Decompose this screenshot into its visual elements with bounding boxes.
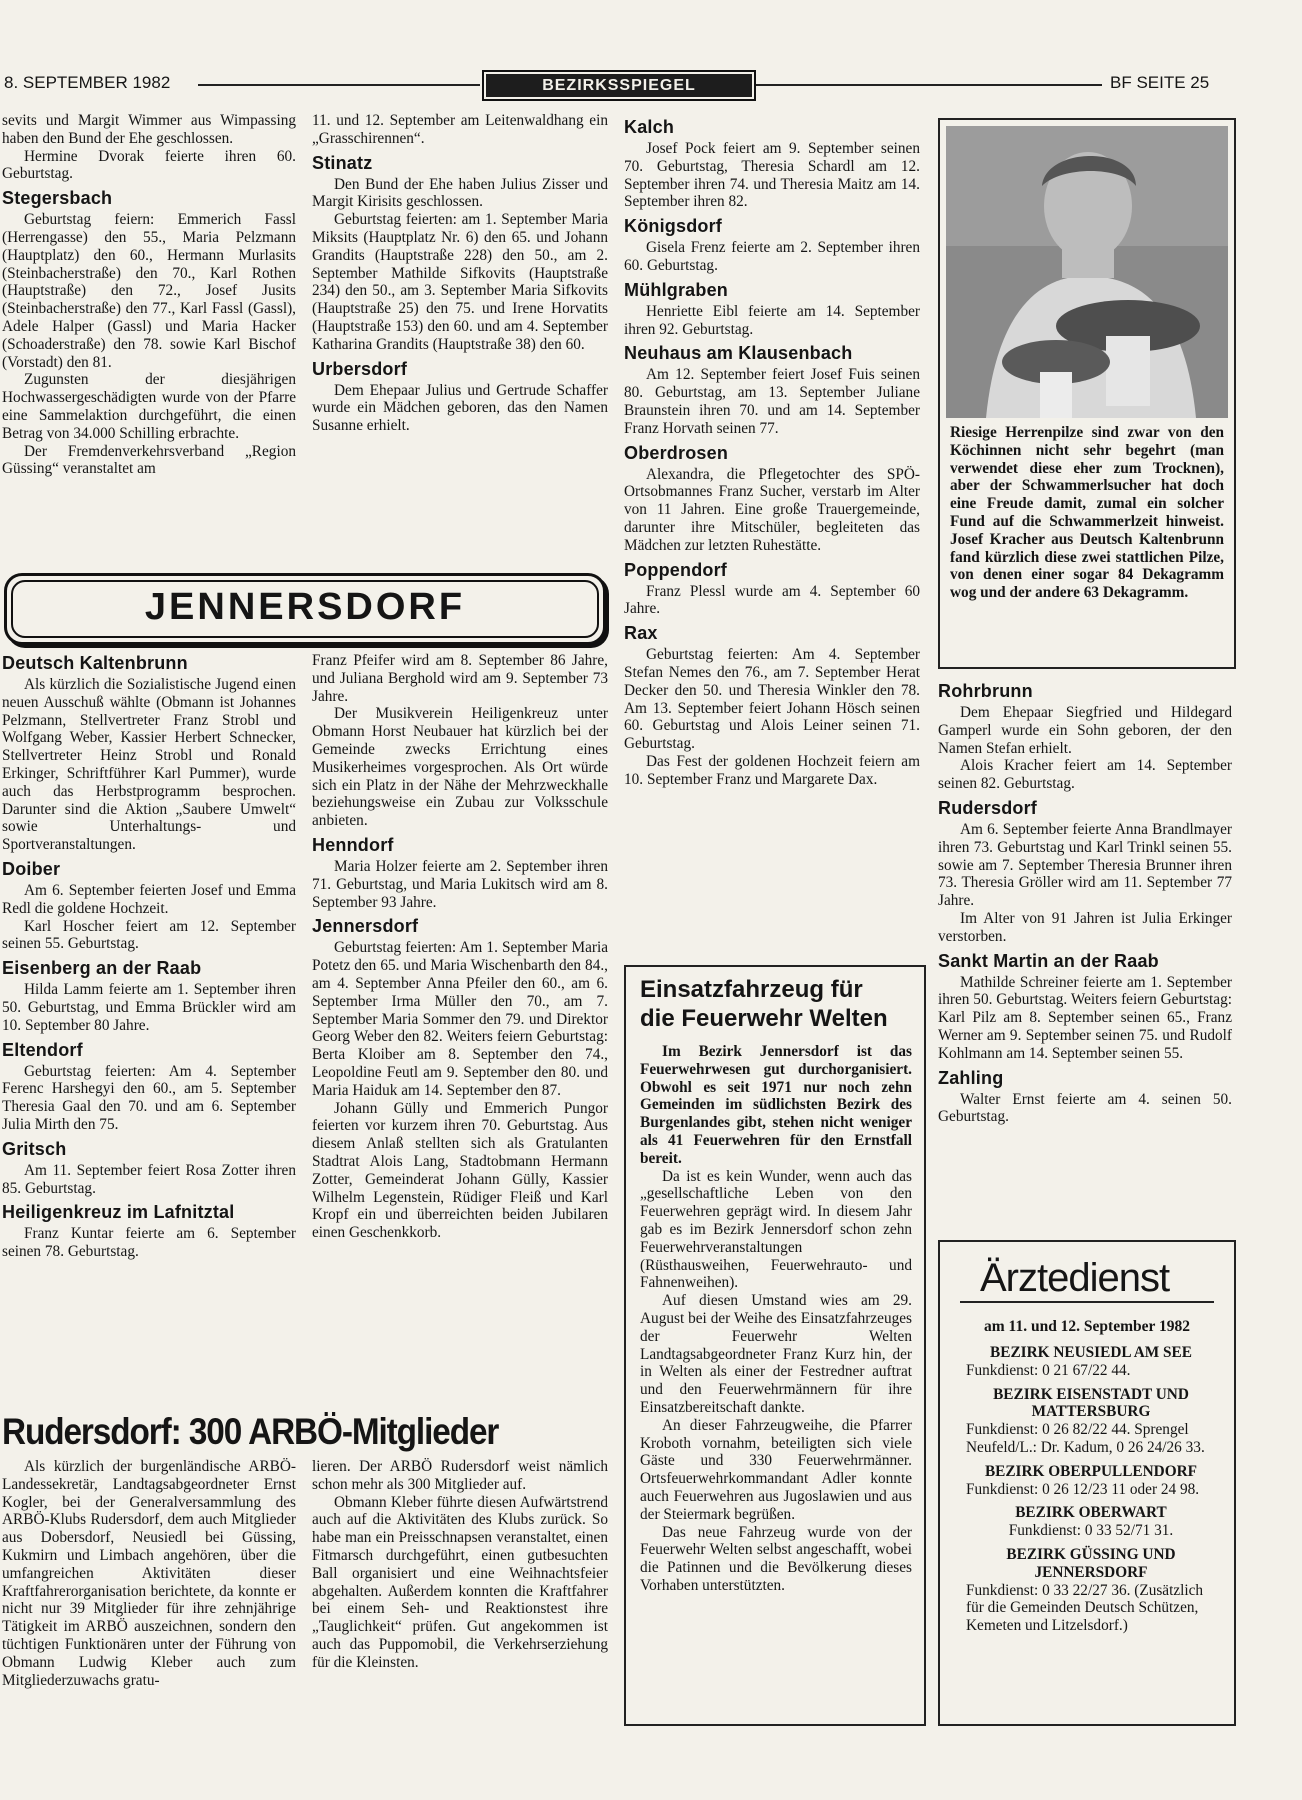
feuerwehr-headline <box>640 975 920 1033</box>
news-paragraph: Der Fremdenverkehrsverband „Region Güssing“ veranstaltet am <box>2 442 296 478</box>
locality-heading: Eisenberg an der Raab <box>2 958 202 979</box>
feuerwehr-body <box>640 1043 912 1595</box>
feuerwehr-lead: Im Bezirk Jennersdorf ist das Feuerwehrwesen gut durchorganisiert. Obwohl es seit 1971 nur noch zehn Gemeinden im südlichsten Bezirk des Burgenlandes gibt, stehen nicht weniger als 41 Feuerwehren für den Ernstfall bereit. <box>640 1043 912 1167</box>
section-title: BEZIRKSSPIEGEL <box>542 77 696 94</box>
district-entry <box>966 1504 1216 1540</box>
district-name: BEZIRK GÜSSING UND JENNERSDORF <box>1006 1545 1176 1581</box>
news-paragraph: Im Alter von 91 Jahren ist Julia Erkinger verstorben. <box>938 909 1232 945</box>
news-paragraph: Alexandra, die Pflegetochter des SPÖ-Ortsobmannes Franz Sucher, verstarb im Alter von 11 Jahren. Eine große Trauergemeinde, darunter ihre Mitschüler, begleiteten das Mädchen zur letzten Ruhestätte. <box>624 465 920 554</box>
locality-heading: Gritsch <box>2 1138 67 1159</box>
locality-heading: Stinatz <box>312 152 373 173</box>
arboe-paragraph: Als kürzlich der burgenländische ARBÖ-Landessekretär, Landtagsabgeordneter Ernst Kogler, bei der Generalversammlung des ARBÖ-Klubs Rudersdorf, dem auch Mitglieder aus Dobersdorf, Neusiedl bei Güssing, Kukmirn und Limbach angehören, über die umfangreichen Aktivitäten dieser Kraftfahrerorganisation berichtete, da konnte er nicht nur 39 Mitglieder für ihre zehnjährige Tätigkeit im ARBÖ auszeichnen, sondern den tüchtigen Funktionären unter der Führung von Obmann Ludwig Kleber auch zum Mitgliederzuwachs gratu- <box>2 1458 296 1689</box>
arboe-column-2 <box>312 1458 608 1672</box>
aerztedienst-list <box>966 1344 1216 1635</box>
district-info: Funkdienst: 0 26 12/23 11 oder 24 98. <box>966 1480 1200 1498</box>
district-entry <box>966 1463 1216 1499</box>
locality-heading: Urbersdorf <box>312 358 408 379</box>
feuerwehr-paragraph: An dieser Fahrzeugweihe, die Pfarrer Kroboth vornahm, beteiligten sich viele Gäste und 330 Feuerwehrmänner. Ortsfeuerwehrkommandant Adler konnte auch Feuerwehren aus Jugoslawien und aus der Steiermark begrüßen. <box>640 1416 912 1523</box>
header-rule-left <box>198 84 480 86</box>
news-paragraph: Geburtstag feierten: Am 1. September Maria Potetz den 65. und Maria Wischenbarth den 84., am 4. September Anna Pfeiler den 60., am 6. September Irma Müller den 70., am 7. September Maria Sommer den 79. und Direktor Georg Weber den 82. Weiters feiern Geburtstag: Berta Kloiber am 8. September den 74., Leopoldine Feutl am 9. September den 80. und Maria Haiduk am 14. September den 87. <box>312 939 608 1099</box>
news-paragraph: Franz Plessl wurde am 4. September 60 Jahre. <box>624 582 920 618</box>
feuerwehr-headline-2: die Feuerwehr Welten <box>640 1005 888 1032</box>
photo-caption: Riesige Herrenpilze sind zwar von den Köchinnen nicht sehr begehrt (man verwendet diese eher zum Trocknen), aber der Schwammerlsucher hat doch eine Freude damit, zumal ein solcher Fund auf die Schwammerlzeit hinweist. Josef Kracher aus Deutsch Kaltenbrunn fand kürzlich diese zwei stattlichen Pilze, von denen einer sogar 84 Dekagramm wog und der andere 63 Dekagramm. <box>950 424 1224 602</box>
district-name: BEZIRK OBERPULLENDORF <box>984 1462 1198 1480</box>
locality-heading: Jennersdorf <box>312 916 419 937</box>
news-paragraph: Franz Pfeifer wird am 8. September 86 Jahre, und Juliana Berghold wird am 9. September 73 Jahre. <box>312 652 608 705</box>
section-badge <box>482 70 756 101</box>
column-3-top <box>624 116 920 789</box>
photo-illustration <box>946 126 1228 418</box>
locality-heading: Mühlgraben <box>624 279 728 300</box>
district-info: Funkdienst: 0 33 22/27 36. (Zusätzlich für die Gemeinden Deutsch Schützen, Kemeten und Litzelsdorf.) <box>966 1581 1204 1635</box>
news-paragraph: Am 6. September feierte Anna Brandlmayer ihren 73. Geburtstag und Karl Trinkl seinen 55. sowie am 7. September Theresia Brunner ihren 73. Theresia Gröller wird am 11. September 77 Jahre. <box>938 820 1232 910</box>
news-paragraph: Walter Ernst feierte am 4. seinen 50. Geburtstag. <box>938 1090 1232 1126</box>
aerztedienst-title-rule <box>960 1301 1214 1303</box>
news-paragraph: Josef Pock feiert am 9. September seinen 70. Geburtstag, Theresia Schardl am 12. September ihren 74. und Theresia Maitz am 14. September ihren 82. <box>624 140 920 211</box>
district-banner <box>4 573 606 645</box>
feuerwehr-box <box>624 965 926 1726</box>
locality-heading: Eltendorf <box>2 1039 83 1060</box>
news-paragraph: Der Musikverein Heiligenkreuz unter Obmann Horst Neubauer hat kürzlich bei der Gemeinde zwecks Errichtung eines Musikerheimes vorgesprochen. Als Ort würde sich ein Platz in der Nähe der Mehrzweckhalle beziehungsweise ein Zubau zur Volksschule anbieten. <box>312 705 608 830</box>
news-paragraph: Hilda Lamm feierte am 1. September ihren 50. Geburtstag, und Emma Brückler wird am 10. September 80 Jahre. <box>2 981 296 1034</box>
column-2-top <box>312 112 608 435</box>
aerztedienst-date: am 11. und 12. September 1982 <box>984 1318 1190 1335</box>
news-paragraph: Hermine Dvorak feierte ihren 60. Geburtstag. <box>2 147 296 183</box>
news-paragraph: Das Fest der goldenen Hochzeit feiern am 10. September Franz und Margarete Dax. <box>624 752 920 788</box>
news-paragraph: Henriette Eibl feierte am 14. September ihren 92. Geburtstag. <box>624 302 920 338</box>
page-header <box>0 70 1240 100</box>
locality-heading: Zahling <box>938 1067 1004 1088</box>
aerztedienst-title: Ärztedienst <box>980 1256 1170 1300</box>
district-entry <box>966 1546 1216 1635</box>
arboe-headline: Rudersdorf: 300 ARBÖ-Mitglieder <box>2 1411 499 1452</box>
column-1-mid <box>2 652 296 1261</box>
news-paragraph: Franz Kuntar feierte am 6. September seinen 78. Geburtstag. <box>2 1225 296 1261</box>
district-entry <box>966 1344 1216 1380</box>
locality-heading: Oberdrosen <box>624 442 729 463</box>
column-4 <box>938 680 1232 1126</box>
locality-heading: Kalch <box>624 117 675 137</box>
feuerwehr-headline-1: Einsatzfahrzeug für <box>640 976 863 1003</box>
news-paragraph: Am 6. September feierten Josef und Emma Redl die goldene Hochzeit. <box>2 881 296 917</box>
news-paragraph: Johann Güllу und Emmerich Pungor feierten vor kurzem ihren 70. Geburtstag. Aus diesem Anlaß stellten sich als Gratulanten Stadtrat Alois Lang, Stadtobmann Hermann Zotter, Gemeinderat Johann Gülly, Kassier Wilhelm Legenstein, Rüdiger Fleiß und Karl Kropf ein und überreichten beiden Jubilaren einen Geschenkkorb. <box>312 1099 608 1242</box>
arboe-paragraph: lieren. Der ARBÖ Rudersdorf weist nämlich schon mehr als 300 Mitglieder auf. <box>312 1458 608 1493</box>
issue-date: 8. SEPTEMBER 1982 <box>4 73 171 92</box>
news-paragraph: Karl Hoscher feiert am 12. September seinen 55. Geburtstag. <box>2 917 296 953</box>
header-rule-right <box>756 84 1102 86</box>
feuerwehr-paragraph: Auf diesen Umstand wies am 29. August bei der Weihe des Einsatzfahrzeuges der Feuerwehr Welten Landtagsabgeordneter Franz Kurz hin, der in Welten als einer der Festredner auftrat und den Feuerwehrmännern für ihre Einsatzbereitschaft dankte. <box>640 1292 912 1416</box>
district-title: JENNERSDORF <box>144 586 466 628</box>
district-entry <box>966 1386 1216 1457</box>
locality-heading: Rax <box>624 623 658 644</box>
column-2-mid <box>312 652 608 1242</box>
locality-heading: Stegersbach <box>2 188 113 209</box>
locality-heading: Poppendorf <box>624 559 727 580</box>
news-paragraph: Mathilde Schreiner feierte am 1. September ihren 50. Geburtstag. Weiters feiern Geburtstag: Karl Pilz am 8. September seinen 65., Franz Werner am 9. September seinen 75. und Rudolf Kohlmann am 14. September seinen 55. <box>938 973 1232 1062</box>
feuerwehr-paragraph: Das neue Fahrzeug wurde von der Feuerwehr Welten selbst angeschafft, wobei die Patinnen und die Bevölkerung dieses Vorhaben unterstützten. <box>640 1523 912 1594</box>
district-info: Funkdienst: 0 33 52/71 31. <box>1008 1522 1174 1540</box>
news-paragraph: 11. und 12. September am Leitenwaldhang ein „Grasschirennen“. <box>312 112 608 147</box>
district-info: Funkdienst: 0 26 82/22 44. Sprengel Neufeld/L.: Dr. Kadum, 0 26 24/26 33. <box>966 1421 1205 1456</box>
photo-box <box>938 118 1236 669</box>
news-paragraph: Dem Ehepaar Julius und Gertrude Schaffer wurde ein Mädchen geboren, das den Namen Susanne erhielt. <box>312 381 608 435</box>
arboe-column-1 <box>2 1458 296 1689</box>
news-paragraph: sevits und Margit Wimmer aus Wimpassing haben den Bund der Ehe geschlossen. <box>2 112 296 147</box>
locality-heading: Henndorf <box>312 834 394 855</box>
district-name: BEZIRK OBERWART <box>1015 1504 1167 1522</box>
news-paragraph: Dem Ehepaar Siegfried und Hildegard Gamperl wurde ein Sohn geboren, der den Namen Stefan erhielt. <box>938 704 1232 757</box>
news-paragraph: Am 11. September feiert Rosa Zotter ihren 85. Geburtstag. <box>2 1161 296 1197</box>
locality-heading: Deutsch Kaltenbrunn <box>2 653 188 673</box>
locality-heading: Heiligenkreuz im Lafnitztal <box>2 1202 235 1223</box>
news-paragraph: Maria Holzer feierte am 2. September ihren 71. Geburtstag, und Maria Lukitsch wird am 8. September 93 Jahre. <box>312 857 608 911</box>
news-paragraph: Gisela Frenz feierte am 2. September ihren 60. Geburtstag. <box>624 239 920 274</box>
news-paragraph: Alois Kracher feiert am 14. September seinen 82. Geburtstag. <box>938 757 1232 793</box>
district-info: Funkdienst: 0 21 67/22 44. <box>966 1361 1131 1379</box>
column-1-top <box>2 112 296 478</box>
news-paragraph: Zugunsten der diesjährigen Hochwassergeschädigten wurde von der Pfarre eine Sammelaktion durchgeführt, die einen Betrag von 34.000 Schilling erbrachte. <box>2 371 296 442</box>
news-paragraph: Geburtstag feierten: am 1. September Maria Miksits (Hauptplatz Nr. 6) den 65. und Johann Grandits (Hauptstraße 228) den 50., am 2. September Mathilde Sifkovits (Hauptstraße 234) den 50., am 3. September Maria Sifkovits (Hauptstraße 25) den 75. und Irene Horvatits (Hauptstraße 153) den 60. und am 4. September Katharina Grandits (Hauptstraße 38) den 60. <box>312 211 608 353</box>
mushroom-photo <box>946 126 1228 418</box>
news-paragraph: Geburtstag feierten: Am 4. September Stefan Nemes den 76., am 7. September Herat Decker den 50. und Theresia Winkler den 78. Am 13. September feiert Johann Hösch seinen 60. Geburtstag und Alois Leiner seinen 71. Geburtstag. <box>624 646 920 753</box>
news-paragraph: Geburtstag feiern: Emmerich Fassl (Herrengasse) den 55., Maria Pelzmann (Hauptplatz) den 60., Hermann Murlasits (Steinbacherstraße) den 70., Karl Rothen (Hauptstraße) den 72., Josef Jusits (Steinbacherstraße) den 77., Karl Fassl (Gassl), Adele Halper (Gassl) und Maria Hacker (Schoaderstraße) den 78. sowie Karl Bischof (Vorstadt) den 81. <box>2 211 296 371</box>
arboe-paragraph: Obmann Kleber führte diesen Aufwärtstrend auch auf die Aktivitäten des Klubs zurück. So habe man ein Preisschnapsen veranstaltet, einen Fitmarsch durchgeführt, einen gutbesuchten Ball organisiert und eine Weihnachtsfeier abgehalten. Außerdem konnten die Kraftfahrer bei einem Seh- und Reaktionstest ihre „Tauglichkeit“ prüfen. Gut angekommen ist auch das Puppomobil, die Verkehrserziehung für die Kleinsten. <box>312 1493 608 1671</box>
locality-heading: Rohrbrunn <box>938 681 1033 701</box>
locality-heading: Doiber <box>2 858 61 879</box>
aerztedienst-box <box>938 1240 1236 1726</box>
news-paragraph: Als kürzlich die Sozialistische Jugend einen neuen Ausschuß wählte (Obmann ist Johannes Pelzmann, Stellvertreter Franz Strobl und Wolfgang Weber, Kassier Herbert Schnecker, Stellvertreter Heinz Strobl und Ronald Erkinger, Schriftführer Karl Pummer), wurde auch das Herbstprogramm besprochen. Darunter sind die Aktion „Saubere Umwelt“ sowie Unterhaltungs- und Sportveranstaltungen. <box>2 676 296 854</box>
locality-heading: Sankt Martin an der Raab <box>938 950 1159 971</box>
news-paragraph: Geburtstag feierten: Am 4. September Ferenc Harshegyi den 60., am 5. September Theresia Gaal den 70. und am 6. September Julia Mirth den 75. <box>2 1062 296 1133</box>
district-name: BEZIRK NEUSIEDL AM SEE <box>990 1344 1192 1361</box>
locality-heading: Rudersdorf <box>938 797 1038 818</box>
district-name: BEZIRK EISENSTADT UND MATTERSBURG <box>993 1385 1189 1421</box>
news-paragraph: Den Bund der Ehe haben Julius Zisser und Margit Kirisits geschlossen. <box>312 175 608 211</box>
locality-heading: Neuhaus am Klausenbach <box>624 343 853 364</box>
page-number: BF SEITE 25 <box>1110 73 1210 92</box>
locality-heading: Königsdorf <box>624 216 722 237</box>
news-paragraph: Am 12. September feiert Josef Fuis seinen 80. Geburtstag, am 13. September Juliane Braunstein ihren 70. und am 14. September Franz Horvath seinen 77. <box>624 366 920 437</box>
feuerwehr-paragraph: Da ist es kein Wunder, wenn auch das „gesellschaftliche Leben von den Feuerwehren geprägt wird. In diesem Jahr gab es im Bezirk Jennersdorf schon zehn Feuerwehrveranstaltungen (Rüsthausweihen, Feuerwehrauto- und Fahnenweihen). <box>640 1167 912 1292</box>
